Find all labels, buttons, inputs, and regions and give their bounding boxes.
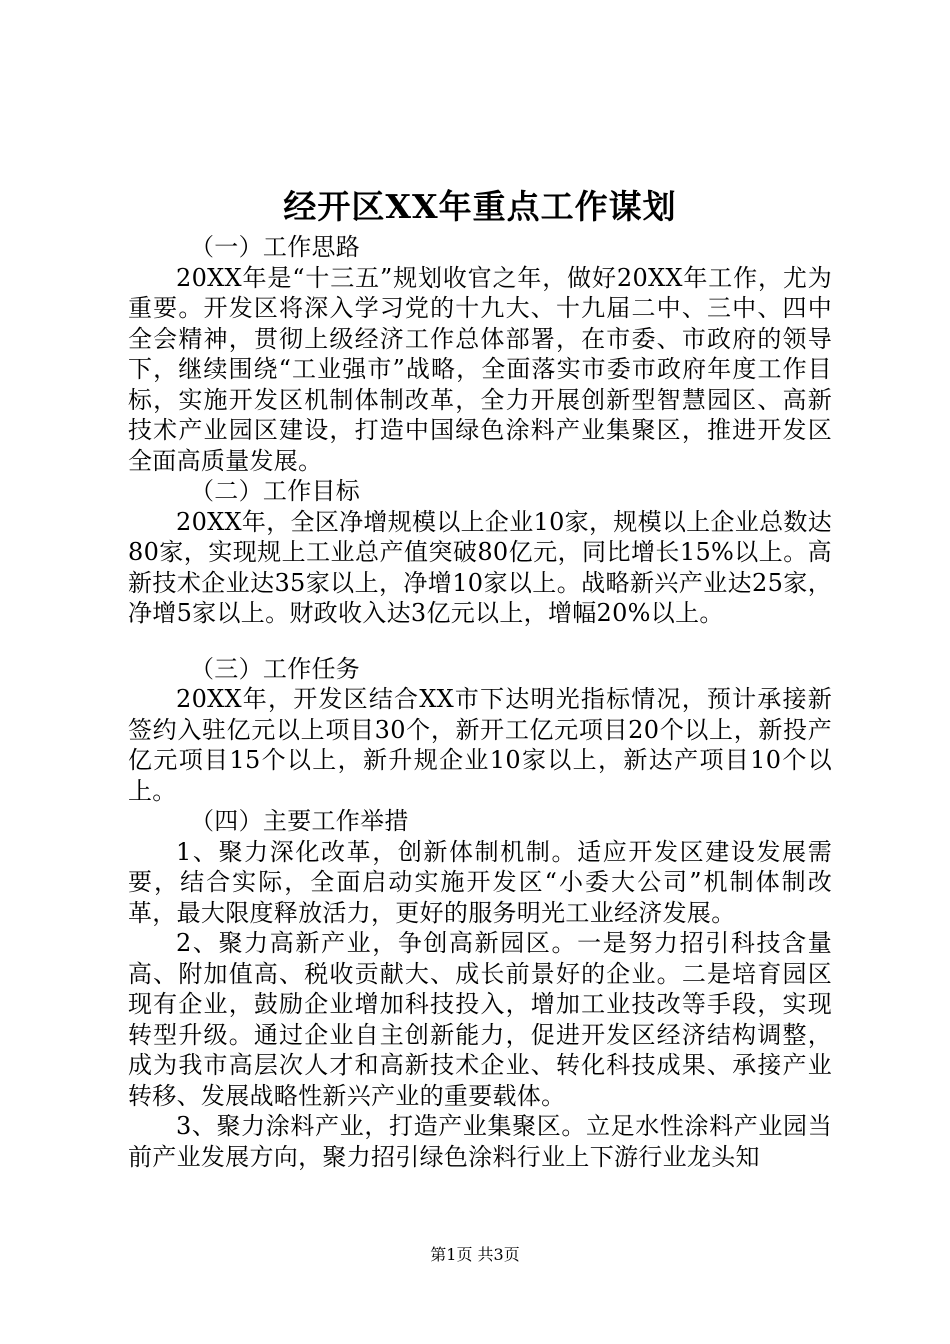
measure-paragraph-2: 2、聚力高新产业，争创高新园区。一是努力招引科技含量高、附加值高、税收贡献大、成长前景好的企业。二是培育园区现有企业，鼓励企业增加科技投入，增加工业技改等手段，实现转型升级。通过企业自主创新能力，促进开发区经济结构调整，成为我市高层次人才和高新技术企业、转化科技成果、承接产业转移、发展战略性新兴产业的重要载体。: [128, 929, 832, 1110]
measure-paragraph-1: 1、聚力深化改革，创新体制机制。适应开发区建设发展需要，结合实际，全面启动实施开发区“小委大公司”机制体制改革，最大限度释放活力，更好的服务明光工业经济发展。: [128, 837, 832, 927]
section-heading-1: （一）工作思路: [190, 233, 361, 261]
document-title: 经开区XX年重点工作谋划: [283, 187, 677, 226]
section-heading-2: （二）工作目标: [190, 477, 361, 505]
section-heading-3: （三）工作任务: [190, 654, 361, 683]
document-body: [128, 182, 832, 1172]
section-paragraph-3: 20XX年，开发区结合XX市下达明光指标情况，预计承接新签约入驻亿元以上项目30个，新开工亿元项目20个以上，新投产亿元项目15个以上，新升规企业10家以上，新达产项目10个以上。: [128, 685, 832, 805]
page-footer: 第1页 共3页: [430, 1245, 520, 1264]
section-heading-4: （四）主要工作举措: [190, 807, 409, 835]
measure-paragraph-3: 3、聚力涂料产业，打造产业集聚区。立足水性涂料产业园当前产业发展方向，聚力招引绿色涂料行业上下游行业龙头知: [128, 1112, 832, 1171]
section-paragraph-1: 20XX年是“十三五”规划收官之年，做好20XX年工作，尤为重要。开发区将深入学习党的十九大、十九届二中、三中、四中全会精神，贯彻上级经济工作总体部署，在市委、市政府的领导下，继续围绕“工业强市”战略，全面落实市委市政府年度工作目标，实施开发区机制体制改革，全力开展创新型智慧园区、高新技术产业园区建设，打造中国绿色涂料产业集聚区，推进开发区全面高质量发展。: [128, 263, 832, 475]
section-paragraph-2: 20XX年，全区净增规模以上企业10家，规模以上企业总数达80家，实现规上工业总产值突破80亿元，同比增长15%以上。高新技术企业达35家以上，净增10家以上。战略新兴产业达25家，净增5家以上。财政收入达3亿元以上，增幅20%以上。: [128, 507, 832, 627]
